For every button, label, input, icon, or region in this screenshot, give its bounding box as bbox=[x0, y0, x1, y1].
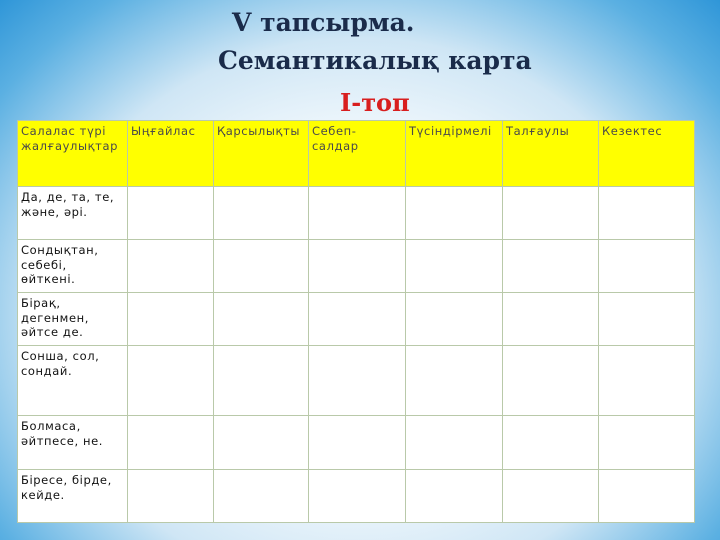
empty-cell[interactable] bbox=[214, 187, 309, 240]
empty-cell[interactable] bbox=[309, 293, 406, 346]
column-header: Себеп-салдар bbox=[309, 121, 406, 187]
empty-cell[interactable] bbox=[503, 346, 599, 416]
empty-cell[interactable] bbox=[406, 470, 503, 523]
slide-title-semantic-map: Семантикалық карта bbox=[218, 46, 532, 75]
empty-cell[interactable] bbox=[406, 293, 503, 346]
empty-cell[interactable] bbox=[214, 240, 309, 293]
empty-cell[interactable] bbox=[214, 470, 309, 523]
empty-cell[interactable] bbox=[128, 187, 214, 240]
empty-cell[interactable] bbox=[503, 293, 599, 346]
table-row bbox=[18, 416, 695, 470]
column-header: Салалас түрі жалғаулықтар bbox=[18, 121, 128, 187]
empty-cell[interactable] bbox=[503, 470, 599, 523]
empty-cell[interactable] bbox=[599, 293, 695, 346]
slide-title-task: V тапсырма. bbox=[232, 8, 415, 37]
column-header: Қарсылықты bbox=[214, 121, 309, 187]
empty-cell[interactable] bbox=[503, 187, 599, 240]
empty-cell[interactable] bbox=[309, 346, 406, 416]
empty-cell[interactable] bbox=[214, 416, 309, 470]
group-title: І-топ bbox=[340, 88, 410, 117]
empty-cell[interactable] bbox=[309, 187, 406, 240]
empty-cell[interactable] bbox=[503, 240, 599, 293]
row-label-cell: Бірақ, дегенмен, әйтсе де. bbox=[18, 293, 128, 346]
empty-cell[interactable] bbox=[128, 470, 214, 523]
empty-cell[interactable] bbox=[599, 416, 695, 470]
empty-cell[interactable] bbox=[128, 240, 214, 293]
column-header: Талғаулы bbox=[503, 121, 599, 187]
row-label-cell: Да, де, та, те, және, әрі. bbox=[18, 187, 128, 240]
empty-cell[interactable] bbox=[214, 346, 309, 416]
table-row bbox=[18, 293, 695, 346]
empty-cell[interactable] bbox=[503, 416, 599, 470]
table-row bbox=[18, 346, 695, 416]
empty-cell[interactable] bbox=[599, 346, 695, 416]
row-label-cell: Сондықтан, себебі, өйткені. bbox=[18, 240, 128, 293]
column-header: Кезектес bbox=[599, 121, 695, 187]
column-header: Ыңғайлас bbox=[128, 121, 214, 187]
row-label-cell: Болмаса, әйтпесе, не. bbox=[18, 416, 128, 470]
empty-cell[interactable] bbox=[309, 240, 406, 293]
empty-cell[interactable] bbox=[406, 240, 503, 293]
table-row bbox=[18, 470, 695, 523]
semantic-map-table bbox=[17, 120, 695, 523]
empty-cell[interactable] bbox=[406, 416, 503, 470]
empty-cell[interactable] bbox=[128, 293, 214, 346]
column-header: Түсіндірмелі bbox=[406, 121, 503, 187]
table-header-row bbox=[18, 121, 695, 187]
empty-cell[interactable] bbox=[128, 346, 214, 416]
empty-cell[interactable] bbox=[599, 240, 695, 293]
table-row bbox=[18, 187, 695, 240]
empty-cell[interactable] bbox=[309, 470, 406, 523]
empty-cell[interactable] bbox=[309, 416, 406, 470]
row-label-cell: Біресе, бірде, кейде. bbox=[18, 470, 128, 523]
table-row bbox=[18, 240, 695, 293]
empty-cell[interactable] bbox=[599, 470, 695, 523]
empty-cell[interactable] bbox=[406, 187, 503, 240]
empty-cell[interactable] bbox=[128, 416, 214, 470]
empty-cell[interactable] bbox=[406, 346, 503, 416]
row-label-cell: Сонша, сол, сондай. bbox=[18, 346, 128, 416]
empty-cell[interactable] bbox=[214, 293, 309, 346]
empty-cell[interactable] bbox=[599, 187, 695, 240]
